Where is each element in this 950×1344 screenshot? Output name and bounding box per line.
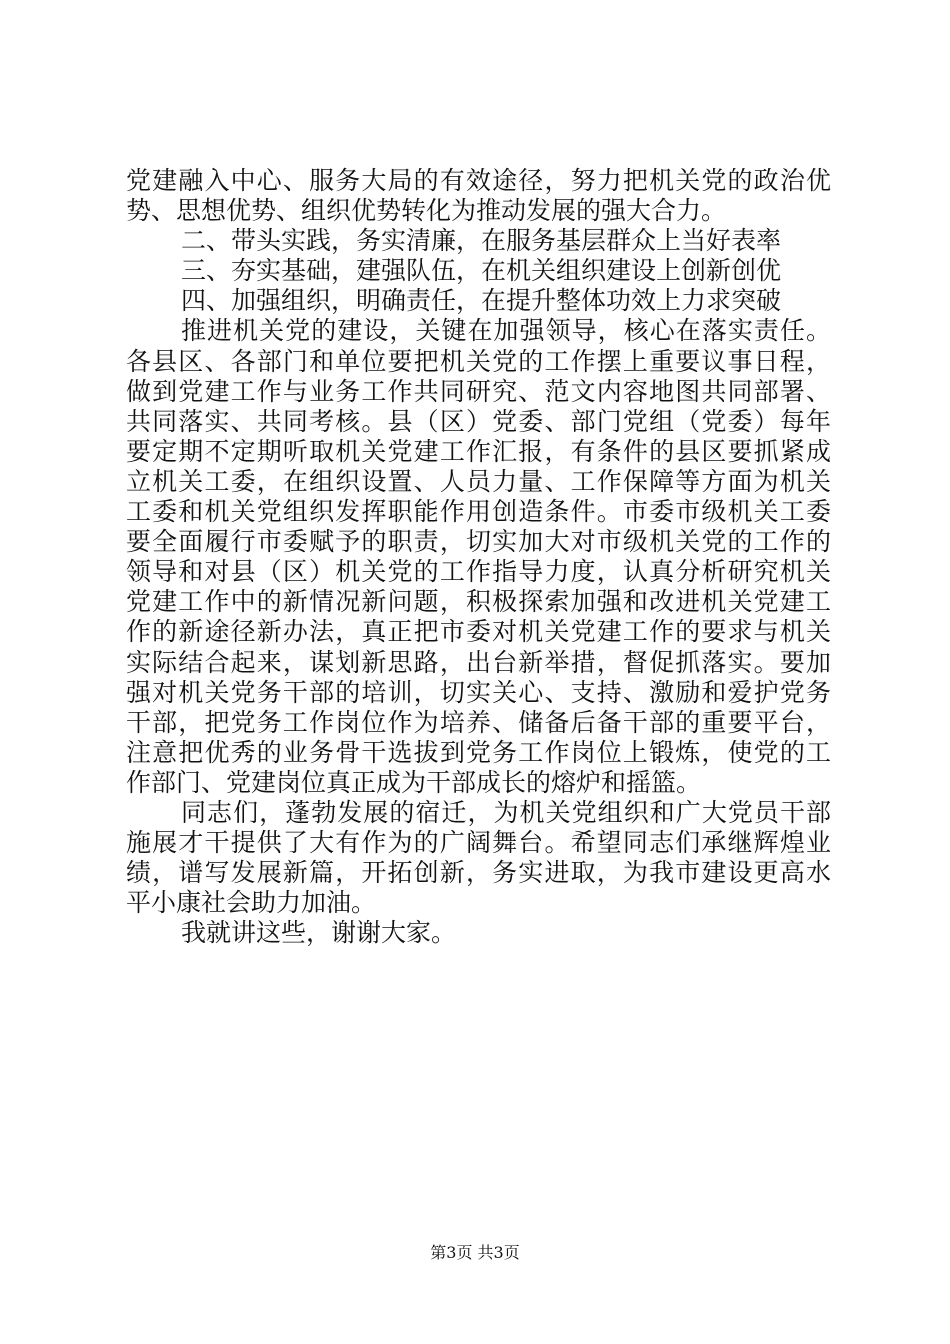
body-text-line: 实际结合起来，谋划新思路，出台新举措，督促抓落实。要加 bbox=[126, 647, 831, 677]
document-body bbox=[126, 166, 831, 948]
body-text-line: 势、思想优势、组织优势转化为推动发展的强大合力。 bbox=[126, 196, 727, 226]
body-text-line: 要定期不定期听取机关党建工作汇报，有条件的县区要抓紧成 bbox=[126, 436, 831, 466]
body-text-line: 各县区、各部门和单位要把机关党的工作摆上重要议事日程， bbox=[126, 346, 831, 376]
body-text-line: 党建融入中心、服务大局的有效途径，努力把机关党的政治优 bbox=[126, 166, 831, 195]
body-text-line: 推进机关党的建设，关键在加强领导，核心在落实责任。 bbox=[181, 316, 831, 346]
body-text-line: 立机关工委，在组织设置、人员力量、工作保障等方面为机关 bbox=[126, 466, 831, 496]
page-number-footer: 第3页 共3页 bbox=[430, 1243, 520, 1262]
body-text-line: 强对机关党务干部的培训，切实关心、支持、激励和爱护党务 bbox=[126, 677, 831, 707]
section-heading-2: 二、带头实践，务实清廉，在服务基层群众上当好表率 bbox=[181, 226, 782, 256]
section-heading-3: 三、夯实基础，建强队伍，在机关组织建设上创新创优 bbox=[181, 256, 782, 286]
body-text-line: 要全面履行市委赋予的职责，切实加大对市级机关党的工作的 bbox=[126, 527, 831, 557]
body-text-line: 绩，谱写发展新篇，开拓创新，务实进取，为我市建设更高水 bbox=[126, 858, 831, 888]
body-text-line: 党建工作中的新情况新问题，积极探索加强和改进机关党建工 bbox=[126, 587, 831, 617]
body-text-line: 工委和机关党组织发挥职能作用创造条件。市委市级机关工委 bbox=[126, 497, 831, 527]
body-text-line: 干部，把党务工作岗位作为培养、储备后备干部的重要平台， bbox=[126, 707, 831, 737]
body-text-line: 同志们，蓬勃发展的宿迁，为机关党组织和广大党员干部 bbox=[181, 797, 831, 827]
body-text-line: 注意把优秀的业务骨干选拔到党务工作岗位上锻炼，使党的工 bbox=[126, 737, 831, 767]
closing-line: 我就讲这些，谢谢大家。 bbox=[181, 918, 457, 948]
body-text-line: 施展才干提供了大有作为的广阔舞台。希望同志们承继辉煌业 bbox=[126, 828, 831, 858]
body-text-line: 作的新途径新办法，真正把市委对机关党建工作的要求与机关 bbox=[126, 617, 831, 647]
section-heading-4: 四、加强组织，明确责任，在提升整体功效上力求突破 bbox=[181, 286, 782, 316]
body-text-line: 共同落实、共同考核。县（区）党委、部门党组（党委）每年 bbox=[126, 406, 831, 436]
body-text-line: 做到党建工作与业务工作共同研究、范文内容地图共同部署、 bbox=[126, 376, 831, 406]
body-text-line: 平小康社会助力加油。 bbox=[126, 888, 377, 918]
body-text-line: 领导和对县（区）机关党的工作指导力度，认真分析研究机关 bbox=[126, 557, 831, 587]
body-text-line: 作部门、党建岗位真正成为干部成长的熔炉和摇篮。 bbox=[126, 767, 702, 797]
